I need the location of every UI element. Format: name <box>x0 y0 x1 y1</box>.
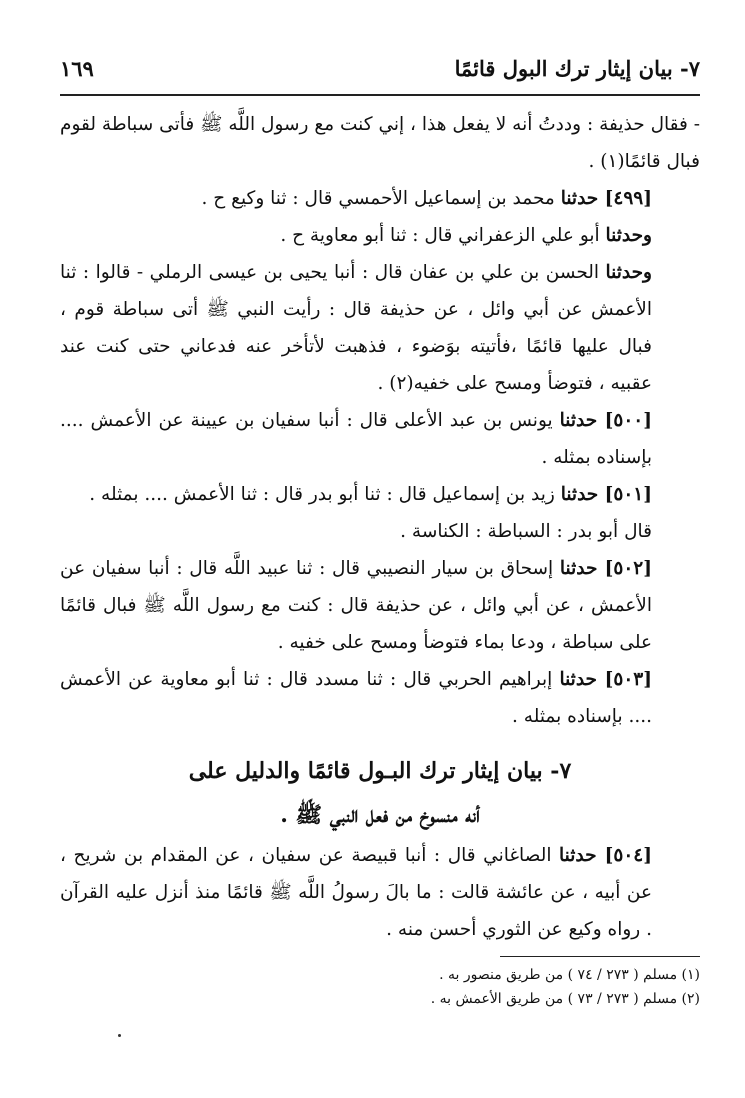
section-title-line: ٧- بيان إيثار ترك البـول قائمًا والدليل على <box>188 758 572 784</box>
paragraph-text: قال أبو بدر : السباطة : الكناسة . <box>400 521 652 542</box>
paragraph-text: زيد بن إسماعيل قال : ثنا أبو بدر قال : ثنا الأعمش .... بمثله . <box>89 484 561 505</box>
footnote: (٢) مسلم ( ٢٧٣ / ٧٣ ) من طريق الأعمش به . <box>430 991 700 1007</box>
paragraph-text: إسحاق بن سيار النصيبي قال : ثنا عبيد اللَّه قال : أنبا سفيان عن الأعمش ، عن أبي وائل ، عن حذيفة قال : كنت مع رسول اللَّه ﷺ فبال قائمًا على سباطة ، ودعا بماء فتوضأ ومسح على خفيه . <box>60 558 652 653</box>
paragraph <box>60 661 700 735</box>
paragraph-text: - فقال حذيفة : وددتُ أنه لا يفعل هذا ، إني كنت مع رسول اللَّه ﷺ فأتى سباطة لقوم فبال قائمًا(١) . <box>60 114 700 172</box>
footnotes <box>60 963 700 1011</box>
print-speck <box>118 1034 121 1037</box>
paragraph <box>60 217 700 254</box>
hadith-lead: [٥٠٠] حدثنا <box>559 410 652 431</box>
paragraph <box>60 254 700 402</box>
hadith-lead: وحدثنا <box>605 225 652 246</box>
page-header <box>60 48 700 96</box>
hadith-lead: [٥٠٢] حدثنا <box>559 558 652 579</box>
paragraph <box>60 180 700 217</box>
hadith-lead: [٥٠٤] حدثنا <box>559 845 652 866</box>
paragraph-text: أبو علي الزعفراني قال : ثنا أبو معاوية ح . <box>280 225 606 246</box>
paragraph <box>60 550 700 661</box>
footnote-rule <box>500 956 700 957</box>
paragraph-text: محمد بن إسماعيل الأحمسي قال : ثنا وكيع ح . <box>201 188 561 209</box>
hadith-lead: وحدثنا <box>605 262 652 283</box>
page-number: ١٦٩ <box>60 56 94 81</box>
hadith-lead: [٥٠٣] حدثنا <box>559 669 652 690</box>
running-title: ٧- بيان إيثار ترك البول قائمًا <box>454 56 700 81</box>
paragraph <box>60 476 700 513</box>
paragraph <box>60 837 700 948</box>
paragraph-text: يونس بن عبد الأعلى قال : أنبا سفيان بن عيينة عن الأعمش .... بإسناده بمثله . <box>60 410 652 468</box>
paragraph-text: الحسن بن علي بن عفان قال : أنبا يحيى بن عيسى الرملي - قالوا : ثنا الأعمش عن أبي وائل ، عن حذيفة قال : رأيت النبي ﷺ أتى سباطة قوم ، فبال عليها قائمًا ،فأتيته بوَضوء ، فذهبت لأتأخر عنه فدعاني حتى كنت عند عقبيه ، فتوضأ ومسح على خفيه(٢) . <box>60 262 652 394</box>
section-title <box>60 749 700 837</box>
paragraph <box>60 513 700 550</box>
paragraph-text: الصاغاني قال : أنبا قبيصة عن سفيان ، عن المقدام بن شريح ، عن أبيه ، عن عائشة قالت : ما بالَ رسولُ اللَّه ﷺ قائمًا منذ أنزل عليه القرآن . رواه وكيع عن الثوري أحسن منه . <box>60 845 652 940</box>
section-title-line: أنه منسوخ من فعل النبي ﷺ . <box>280 802 480 828</box>
footnote: (١) مسلم ( ٢٧٣ / ٧٤ ) من طريق منصور به . <box>439 967 700 983</box>
hadith-lead: [٥٠١] حدثنا <box>560 484 652 505</box>
paragraph-text: إبراهيم الحربي قال : ثنا مسدد قال : ثنا أبو معاوية عن الأعمش .... بإسناده بمثله . <box>60 669 652 727</box>
paragraph <box>60 402 700 476</box>
page <box>60 48 700 1058</box>
hadith-lead: [٤٩٩] حدثنا <box>560 188 652 209</box>
paragraph <box>60 106 700 180</box>
text-body <box>60 106 700 948</box>
